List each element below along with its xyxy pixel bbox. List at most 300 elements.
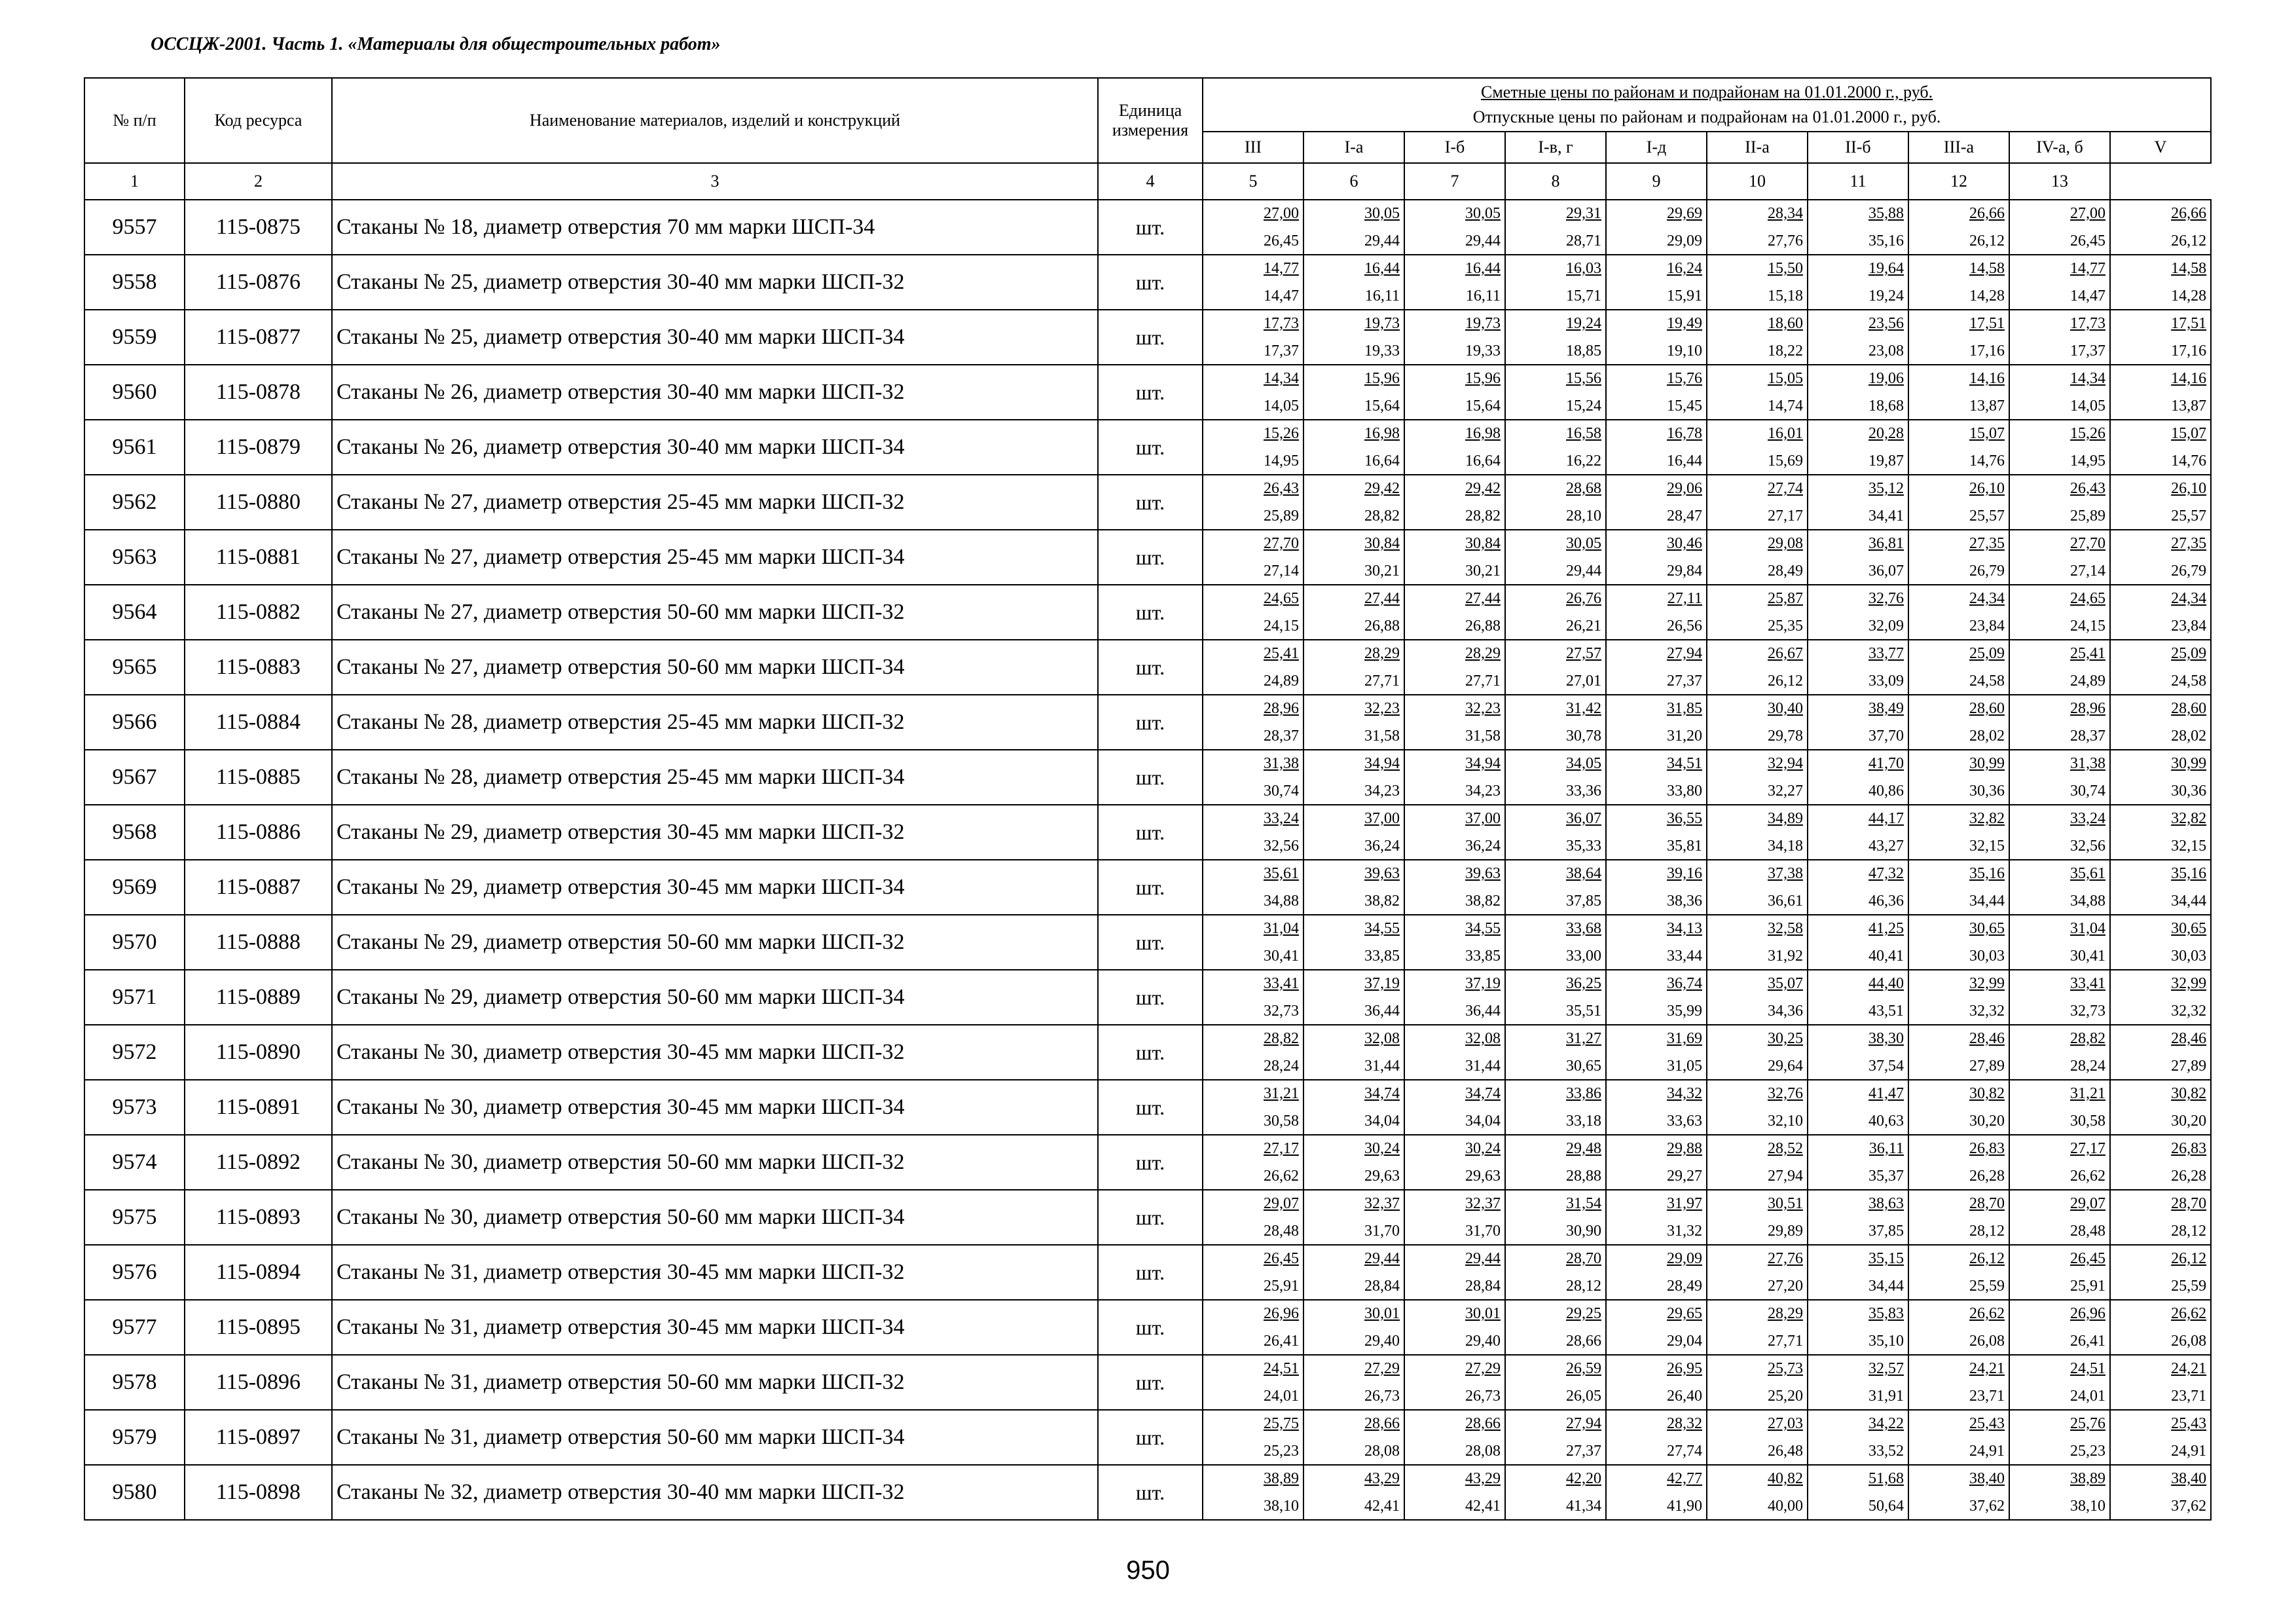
release-price: 34,41 <box>1868 507 1904 525</box>
price-cell <box>1505 1190 1606 1245</box>
release-price: 26,40 <box>1667 1388 1702 1405</box>
release-price: 33,52 <box>1868 1443 1904 1460</box>
release-price: 34,36 <box>1768 1003 1803 1020</box>
estimate-price: 26,67 <box>1768 645 1803 662</box>
release-price: 16,22 <box>1566 452 1601 470</box>
release-price: 35,81 <box>1667 838 1702 855</box>
price-cell <box>1908 420 2009 475</box>
estimate-price: 14,16 <box>1969 370 2005 387</box>
price-cell <box>1808 420 1908 475</box>
price-cell <box>1908 255 2009 310</box>
release-price: 28,10 <box>1566 507 1601 525</box>
release-price: 25,59 <box>2171 1278 2207 1295</box>
release-price: 26,12 <box>2171 232 2207 249</box>
unit-of-measure: шт. <box>1098 310 1203 365</box>
release-price: 31,20 <box>1667 728 1702 745</box>
release-price: 14,05 <box>2070 397 2105 415</box>
release-price: 26,73 <box>1364 1388 1400 1405</box>
row-number: 9573 <box>84 1080 185 1135</box>
estimate-price: 30,82 <box>1969 1085 2005 1102</box>
column-number: 6 <box>1303 163 1404 200</box>
release-price: 24,01 <box>1264 1388 1299 1405</box>
release-price: 29,09 <box>1667 232 1702 249</box>
estimate-price: 26,62 <box>1969 1305 2005 1322</box>
release-price: 43,27 <box>1868 838 1904 855</box>
price-cell <box>1908 860 2009 915</box>
release-price: 27,20 <box>1768 1278 1803 1295</box>
price-cell <box>2110 255 2211 310</box>
unit-of-measure: шт. <box>1098 1300 1203 1355</box>
price-cell <box>1203 695 1303 750</box>
price-cell <box>1808 1080 1908 1135</box>
estimate-price: 30,05 <box>1364 205 1400 222</box>
price-cell <box>2009 915 2110 970</box>
price-cell <box>1606 530 1707 585</box>
estimate-price: 29,42 <box>1465 480 1501 497</box>
material-name: Стаканы № 18, диаметр отверстия 70 мм марки ШСП-34 <box>332 200 1098 255</box>
estimate-price: 27,00 <box>2070 205 2105 222</box>
price-cell <box>1707 1025 1808 1080</box>
release-price: 29,63 <box>1465 1168 1501 1185</box>
release-price: 29,40 <box>1364 1333 1400 1350</box>
estimate-price: 26,66 <box>1969 205 2005 222</box>
price-cell <box>1404 1080 1505 1135</box>
estimate-price: 38,49 <box>1868 700 1904 717</box>
estimate-price: 30,51 <box>1768 1195 1803 1212</box>
table-row <box>84 1025 2211 1080</box>
price-cell <box>1203 1410 1303 1465</box>
price-cell <box>1808 750 1908 805</box>
price-cell <box>1908 585 2009 640</box>
estimate-price: 15,56 <box>1566 370 1601 387</box>
price-cell <box>1908 1245 2009 1300</box>
price-cell <box>1908 1080 2009 1135</box>
estimate-price: 28,66 <box>1364 1415 1400 1432</box>
release-price: 27,89 <box>2171 1058 2207 1075</box>
price-cell <box>1404 970 1505 1025</box>
row-number: 9560 <box>84 365 185 420</box>
price-cell <box>1808 200 1908 255</box>
price-cell <box>1808 585 1908 640</box>
release-price: 30,20 <box>1969 1113 2005 1130</box>
price-cell <box>1303 1025 1404 1080</box>
price-cell <box>1404 530 1505 585</box>
estimate-price: 16,01 <box>1768 425 1803 442</box>
price-cell <box>1908 200 2009 255</box>
estimate-price: 30,05 <box>1465 205 1501 222</box>
release-price: 35,16 <box>1868 232 1904 249</box>
region-header: III-а <box>1908 132 2009 163</box>
table-row <box>84 255 2211 310</box>
estimate-price: 34,05 <box>1566 755 1601 772</box>
release-price: 13,87 <box>1969 397 2005 415</box>
price-cell <box>1203 1025 1303 1080</box>
material-name: Стаканы № 31, диаметр отверстия 50-60 мм марки ШСП-32 <box>332 1355 1098 1410</box>
estimate-price: 47,32 <box>1868 865 1904 882</box>
price-cell <box>1808 695 1908 750</box>
price-cell <box>1505 475 1606 530</box>
estimate-price: 15,26 <box>1264 425 1299 442</box>
release-price: 14,05 <box>1264 397 1299 415</box>
price-cell <box>1908 1135 2009 1190</box>
estimate-price: 25,41 <box>1264 645 1299 662</box>
estimate-price: 16,03 <box>1566 260 1601 277</box>
row-number: 9579 <box>84 1410 185 1465</box>
price-cell <box>1505 1300 1606 1355</box>
release-price: 15,18 <box>1768 287 1803 304</box>
column-number: 1 <box>84 163 185 200</box>
price-cell <box>2110 860 2211 915</box>
estimate-price: 33,68 <box>1566 920 1601 937</box>
estimate-price: 28,96 <box>1264 700 1299 717</box>
estimate-price: 27,00 <box>1264 205 1299 222</box>
estimate-price: 36,11 <box>1868 1140 1904 1157</box>
estimate-price: 30,01 <box>1364 1305 1400 1322</box>
price-cell <box>1606 805 1707 860</box>
price-cell <box>1707 750 1808 805</box>
release-price: 31,58 <box>1465 728 1501 745</box>
price-cell <box>1808 1300 1908 1355</box>
price-cell <box>1606 365 1707 420</box>
unit-of-measure: шт. <box>1098 915 1203 970</box>
estimate-price: 19,49 <box>1667 315 1702 332</box>
release-price: 17,16 <box>2171 342 2207 360</box>
release-price: 34,04 <box>1364 1113 1400 1130</box>
price-cell <box>2110 475 2211 530</box>
price-cell <box>1505 255 1606 310</box>
release-price: 29,27 <box>1667 1168 1702 1185</box>
release-price: 33,36 <box>1566 783 1601 800</box>
estimate-price: 15,96 <box>1364 370 1400 387</box>
estimate-price: 44,40 <box>1868 975 1904 992</box>
release-price: 14,74 <box>1768 397 1803 415</box>
release-price: 23,08 <box>1868 342 1904 360</box>
price-cell <box>1303 1135 1404 1190</box>
estimate-price: 29,09 <box>1667 1250 1702 1267</box>
release-price: 26,28 <box>2171 1168 2207 1185</box>
material-name: Стаканы № 29, диаметр отверстия 30-45 мм марки ШСП-34 <box>332 860 1098 915</box>
price-cell <box>2009 310 2110 365</box>
price-cell <box>1808 310 1908 365</box>
release-price: 38,82 <box>1364 893 1400 910</box>
resource-code: 115-0884 <box>185 695 332 750</box>
estimate-price: 32,37 <box>1364 1195 1400 1212</box>
release-price: 33,18 <box>1566 1113 1601 1130</box>
table-row <box>84 640 2211 695</box>
release-price: 33,80 <box>1667 783 1702 800</box>
table-row <box>84 1410 2211 1465</box>
price-cell <box>1203 1465 1303 1520</box>
release-price: 41,34 <box>1566 1498 1601 1515</box>
estimate-price: 34,55 <box>1465 920 1501 937</box>
price-cell <box>2009 695 2110 750</box>
row-number: 9570 <box>84 915 185 970</box>
price-cell <box>2009 805 2110 860</box>
release-price: 26,41 <box>2070 1333 2105 1350</box>
price-cell <box>1303 1355 1404 1410</box>
estimate-price: 26,10 <box>1969 480 2005 497</box>
release-price: 28,71 <box>1566 232 1601 249</box>
estimate-price: 29,44 <box>1465 1250 1501 1267</box>
column-number: 11 <box>1808 163 1908 200</box>
estimate-price: 26,83 <box>1969 1140 2005 1157</box>
estimate-price: 38,89 <box>1264 1470 1299 1487</box>
table-row <box>84 585 2211 640</box>
price-cell <box>1303 365 1404 420</box>
release-price: 30,74 <box>1264 783 1299 800</box>
price-cell <box>2009 530 2110 585</box>
release-price: 28,48 <box>1264 1223 1299 1240</box>
price-cell <box>1404 750 1505 805</box>
release-price: 38,82 <box>1465 893 1501 910</box>
estimate-price: 25,09 <box>2171 645 2207 662</box>
release-price: 26,62 <box>2070 1168 2105 1185</box>
estimate-price: 15,07 <box>1969 425 2005 442</box>
release-price: 26,88 <box>1465 618 1501 635</box>
price-cell <box>1203 475 1303 530</box>
release-price: 37,54 <box>1868 1058 1904 1075</box>
estimate-price: 37,19 <box>1465 975 1501 992</box>
estimate-price: 38,64 <box>1566 865 1601 882</box>
unit-of-measure: шт. <box>1098 1245 1203 1300</box>
estimate-price: 15,07 <box>2171 425 2207 442</box>
release-price: 14,28 <box>1969 287 2005 304</box>
release-price: 35,99 <box>1667 1003 1702 1020</box>
release-price: 29,78 <box>1768 728 1803 745</box>
release-price: 28,49 <box>1667 1278 1702 1295</box>
estimate-price: 38,63 <box>1868 1195 1904 1212</box>
estimate-price: 32,82 <box>2171 810 2207 827</box>
estimate-price: 27,44 <box>1465 590 1501 607</box>
estimate-price: 38,89 <box>2070 1470 2105 1487</box>
estimate-price: 15,76 <box>1667 370 1702 387</box>
price-cell <box>1505 1465 1606 1520</box>
estimate-price: 19,64 <box>1868 260 1904 277</box>
unit-of-measure: шт. <box>1098 805 1203 860</box>
estimate-price: 25,43 <box>1969 1415 2005 1432</box>
col-header-name: Наименование материалов, изделий и конструкций <box>332 78 1098 163</box>
estimate-price: 29,42 <box>1364 480 1400 497</box>
price-cell <box>2110 1465 2211 1520</box>
price-cell <box>1606 1190 1707 1245</box>
table-row <box>84 860 2211 915</box>
estimate-price: 42,77 <box>1667 1470 1702 1487</box>
price-cell <box>1808 640 1908 695</box>
release-price: 27,37 <box>1566 1443 1601 1460</box>
estimate-price: 26,12 <box>1969 1250 2005 1267</box>
estimate-price: 31,54 <box>1566 1195 1601 1212</box>
estimate-price: 29,08 <box>1768 535 1803 552</box>
release-price: 34,88 <box>1264 893 1299 910</box>
release-price: 40,63 <box>1868 1113 1904 1130</box>
unit-of-measure: шт. <box>1098 420 1203 475</box>
estimate-price: 25,76 <box>2070 1415 2105 1432</box>
price-cell <box>1707 970 1808 1025</box>
estimate-price: 28,46 <box>1969 1030 2005 1047</box>
unit-of-measure: шт. <box>1098 1190 1203 1245</box>
estimate-price: 33,24 <box>1264 810 1299 827</box>
document-header: ОССЦЖ-2001. Часть 1. «Материалы для общестроительных работ» <box>151 34 721 54</box>
estimate-price: 26,43 <box>2070 480 2105 497</box>
release-price: 30,36 <box>2171 783 2207 800</box>
release-price: 25,89 <box>1264 507 1299 525</box>
resource-code: 115-0878 <box>185 365 332 420</box>
estimate-price: 44,17 <box>1868 810 1904 827</box>
estimate-price: 32,76 <box>1868 590 1904 607</box>
estimate-price: 43,29 <box>1364 1470 1400 1487</box>
material-name: Стаканы № 27, диаметр отверстия 50-60 мм марки ШСП-32 <box>332 585 1098 640</box>
price-cell <box>1707 805 1808 860</box>
estimate-price: 34,22 <box>1868 1415 1904 1432</box>
estimate-price: 30,24 <box>1465 1140 1501 1157</box>
estimate-price: 33,77 <box>1868 645 1904 662</box>
release-price: 26,45 <box>2070 232 2105 249</box>
release-price: 23,84 <box>2171 618 2207 635</box>
material-name: Стаканы № 26, диаметр отверстия 30-40 мм марки ШСП-32 <box>332 365 1098 420</box>
resource-code: 115-0893 <box>185 1190 332 1245</box>
release-price: 34,04 <box>1465 1113 1501 1130</box>
release-price: 27,74 <box>1667 1443 1702 1460</box>
price-cell <box>1505 1245 1606 1300</box>
estimate-price: 14,58 <box>2171 260 2207 277</box>
estimate-price: 27,35 <box>2171 535 2207 552</box>
release-price: 26,62 <box>1264 1168 1299 1185</box>
region-header: I-б <box>1404 132 1505 163</box>
release-price: 32,56 <box>1264 838 1299 855</box>
price-cell <box>2009 970 2110 1025</box>
estimate-price: 28,32 <box>1667 1415 1702 1432</box>
price-cell <box>1908 530 2009 585</box>
price-cell <box>1606 640 1707 695</box>
price-cell <box>1707 1190 1808 1245</box>
price-cell <box>1505 420 1606 475</box>
estimate-price: 15,96 <box>1465 370 1501 387</box>
estimate-price: 29,31 <box>1566 205 1601 222</box>
estimate-price: 14,34 <box>2070 370 2105 387</box>
release-price: 32,73 <box>1264 1003 1299 1020</box>
price-cell <box>1707 530 1808 585</box>
resource-code: 115-0894 <box>185 1245 332 1300</box>
estimate-price: 31,38 <box>1264 755 1299 772</box>
estimate-price: 24,34 <box>2171 590 2207 607</box>
column-number: 4 <box>1098 163 1203 200</box>
release-price: 24,91 <box>2171 1443 2207 1460</box>
release-price: 29,44 <box>1566 563 1601 580</box>
price-cell <box>1404 1190 1505 1245</box>
estimate-price: 30,40 <box>1768 700 1803 717</box>
release-price: 24,15 <box>1264 618 1299 635</box>
release-price: 32,15 <box>2171 838 2207 855</box>
price-cell <box>1606 1135 1707 1190</box>
release-price: 25,57 <box>1969 507 2005 525</box>
release-price: 28,49 <box>1768 563 1803 580</box>
table-row <box>84 1135 2211 1190</box>
price-cell <box>1404 805 1505 860</box>
release-price: 34,44 <box>2171 893 2207 910</box>
estimate-price: 32,57 <box>1868 1360 1904 1377</box>
price-cell <box>1808 1025 1908 1080</box>
estimate-price: 14,77 <box>1264 260 1299 277</box>
price-cell <box>1707 860 1808 915</box>
price-cell <box>1404 365 1505 420</box>
estimate-price: 30,84 <box>1465 535 1501 552</box>
release-price: 26,21 <box>1566 618 1601 635</box>
price-cell <box>2009 1410 2110 1465</box>
release-price: 27,71 <box>1465 673 1501 690</box>
release-price: 27,01 <box>1566 673 1601 690</box>
release-price: 28,12 <box>1566 1278 1601 1295</box>
price-cell <box>1404 1135 1505 1190</box>
price-cell <box>2110 1355 2211 1410</box>
price-cell <box>1808 1190 1908 1245</box>
price-cell <box>2110 1080 2211 1135</box>
release-price: 16,11 <box>1465 287 1501 304</box>
unit-of-measure: шт. <box>1098 200 1203 255</box>
release-price: 30,74 <box>2070 783 2105 800</box>
release-price: 38,10 <box>1264 1498 1299 1515</box>
estimate-price: 23,56 <box>1868 315 1904 332</box>
row-number: 9571 <box>84 970 185 1025</box>
release-price: 30,58 <box>2070 1113 2105 1130</box>
table-row <box>84 1465 2211 1520</box>
price-cell <box>2110 915 2211 970</box>
release-price: 14,76 <box>1969 452 2005 470</box>
estimate-price: 26,76 <box>1566 590 1601 607</box>
release-price: 27,14 <box>2070 563 2105 580</box>
row-number: 9564 <box>84 585 185 640</box>
price-cell <box>1505 915 1606 970</box>
estimate-price: 31,21 <box>2070 1085 2105 1102</box>
estimate-price: 27,70 <box>2070 535 2105 552</box>
price-cell <box>1404 255 1505 310</box>
release-price: 40,00 <box>1768 1498 1803 1515</box>
estimate-price: 27,57 <box>1566 645 1601 662</box>
release-price: 31,32 <box>1667 1223 1702 1240</box>
release-price: 28,08 <box>1465 1443 1501 1460</box>
price-cell <box>1203 1300 1303 1355</box>
estimate-price: 24,51 <box>1264 1360 1299 1377</box>
estimate-price: 38,40 <box>2171 1470 2207 1487</box>
release-price: 33,44 <box>1667 948 1702 965</box>
estimate-price: 26,96 <box>1264 1305 1299 1322</box>
price-cell <box>1606 1245 1707 1300</box>
estimate-price: 28,52 <box>1768 1140 1803 1157</box>
release-price: 14,47 <box>2070 287 2105 304</box>
column-number: 5 <box>1203 163 1303 200</box>
region-header: II-а <box>1707 132 1808 163</box>
release-price: 37,70 <box>1868 728 1904 745</box>
price-cell <box>1908 805 2009 860</box>
estimate-price: 29,25 <box>1566 1305 1601 1322</box>
estimate-price: 30,46 <box>1667 535 1702 552</box>
resource-code: 115-0892 <box>185 1135 332 1190</box>
price-cell <box>1908 475 2009 530</box>
estimate-price: 34,32 <box>1667 1085 1702 1102</box>
table-row <box>84 1190 2211 1245</box>
release-price: 31,91 <box>1868 1388 1904 1405</box>
unit-of-measure: шт. <box>1098 1465 1203 1520</box>
estimate-price: 33,41 <box>1264 975 1299 992</box>
resource-code: 115-0896 <box>185 1355 332 1410</box>
estimate-price: 34,94 <box>1364 755 1400 772</box>
estimate-price: 32,23 <box>1364 700 1400 717</box>
release-price: 26,48 <box>1768 1443 1803 1460</box>
estimate-price: 31,27 <box>1566 1030 1601 1047</box>
estimate-price: 27,70 <box>1264 535 1299 552</box>
price-cell <box>1303 1410 1404 1465</box>
estimate-price: 28,66 <box>1465 1415 1501 1432</box>
estimate-price: 30,99 <box>2171 755 2207 772</box>
